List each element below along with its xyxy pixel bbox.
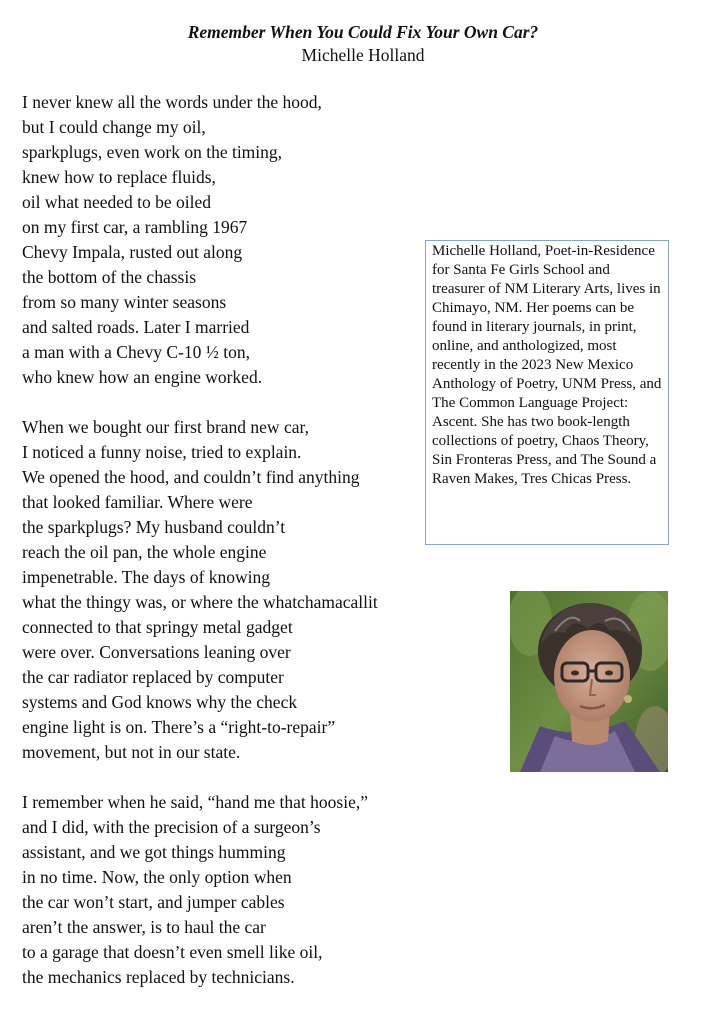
poem-line: I never knew all the words under the hood, (22, 92, 322, 112)
poem-line: the car radiator replaced by computer (22, 667, 284, 687)
poem-line: but I could change my oil, (22, 117, 206, 137)
poem-line: the car won’t start, and jumper cables (22, 892, 285, 912)
poem-author: Michelle Holland (301, 45, 425, 65)
poem-line: were over. Conversations leaning over (22, 642, 291, 662)
poem-line: that looked familiar. Where were (22, 492, 253, 512)
poem-line: who knew how an engine worked. (22, 367, 263, 387)
poem-body (22, 90, 422, 1015)
poem-line: and salted roads. Later I married (22, 317, 250, 337)
author-bio-box: Michelle Holland, Poet-in-Residence for Santa Fe Girls School and treasurer of NM Literary Arts, lives in Chimayo, NM. Her poems can be found in literary journals, in print, online, and anthologized, most recently in the 2023 New Mexico Anthology of Poetry, UNM Press, and The Common Language Project: Ascent. She has two book-length collections of poetry, Chaos Theory, Sin Fronteras Press, and The Sound a Raven Makes, Tres Chicas Press. (425, 240, 669, 545)
poem-line: the mechanics replaced by technicians. (22, 967, 295, 987)
poem-stanza (22, 415, 422, 765)
poem-line: When we bought our first brand new car, (22, 417, 309, 437)
poem-line: what the thingy was, or where the whatchamacallit (22, 592, 378, 612)
author-photo (510, 591, 668, 772)
poem-line: the sparkplugs? My husband couldn’t (22, 517, 286, 537)
poem-line: and I did, with the precision of a surgeon’s (22, 817, 321, 837)
author-portrait-image (510, 591, 668, 772)
poem-line: in no time. Now, the only option when (22, 867, 292, 887)
poem-line: oil what needed to be oiled (22, 192, 212, 212)
poem-line: from so many winter seasons (22, 292, 227, 312)
poem-title: Remember When You Could Fix Your Own Car? (187, 22, 539, 42)
poem-line: movement, but not in our state. (22, 742, 241, 762)
poem-line: sparkplugs, even work on the timing, (22, 142, 283, 162)
poem-line: Chevy Impala, rusted out along (22, 242, 243, 262)
poem-line: a man with a Chevy C-10 ½ ton, (22, 342, 250, 362)
poem-line: connected to that springy metal gadget (22, 617, 293, 637)
poem-line: knew how to replace fluids, (22, 167, 216, 187)
poem-line: to a garage that doesn’t even smell like oil, (22, 942, 323, 962)
poem-line: impenetrable. The days of knowing (22, 567, 271, 587)
poem-stanza (22, 90, 422, 390)
poem-line: aren’t the answer, is to haul the car (22, 917, 266, 937)
poem-line: assistant, and we got things humming (22, 842, 286, 862)
poem-line: the bottom of the chassis (22, 267, 197, 287)
poem-line: reach the oil pan, the whole engine (22, 542, 267, 562)
poem-line: We opened the hood, and couldn’t find anything (22, 467, 360, 487)
poem-line: systems and God knows why the check (22, 692, 298, 712)
poem-stanza (22, 790, 422, 990)
poem-line: engine light is on. There’s a “right-to-repair” (22, 717, 336, 737)
poem-line: I noticed a funny noise, tried to explain. (22, 442, 302, 462)
poem-line: on my first car, a rambling 1967 (22, 217, 248, 237)
poem-line: I remember when he said, “hand me that hoosie,” (22, 792, 368, 812)
